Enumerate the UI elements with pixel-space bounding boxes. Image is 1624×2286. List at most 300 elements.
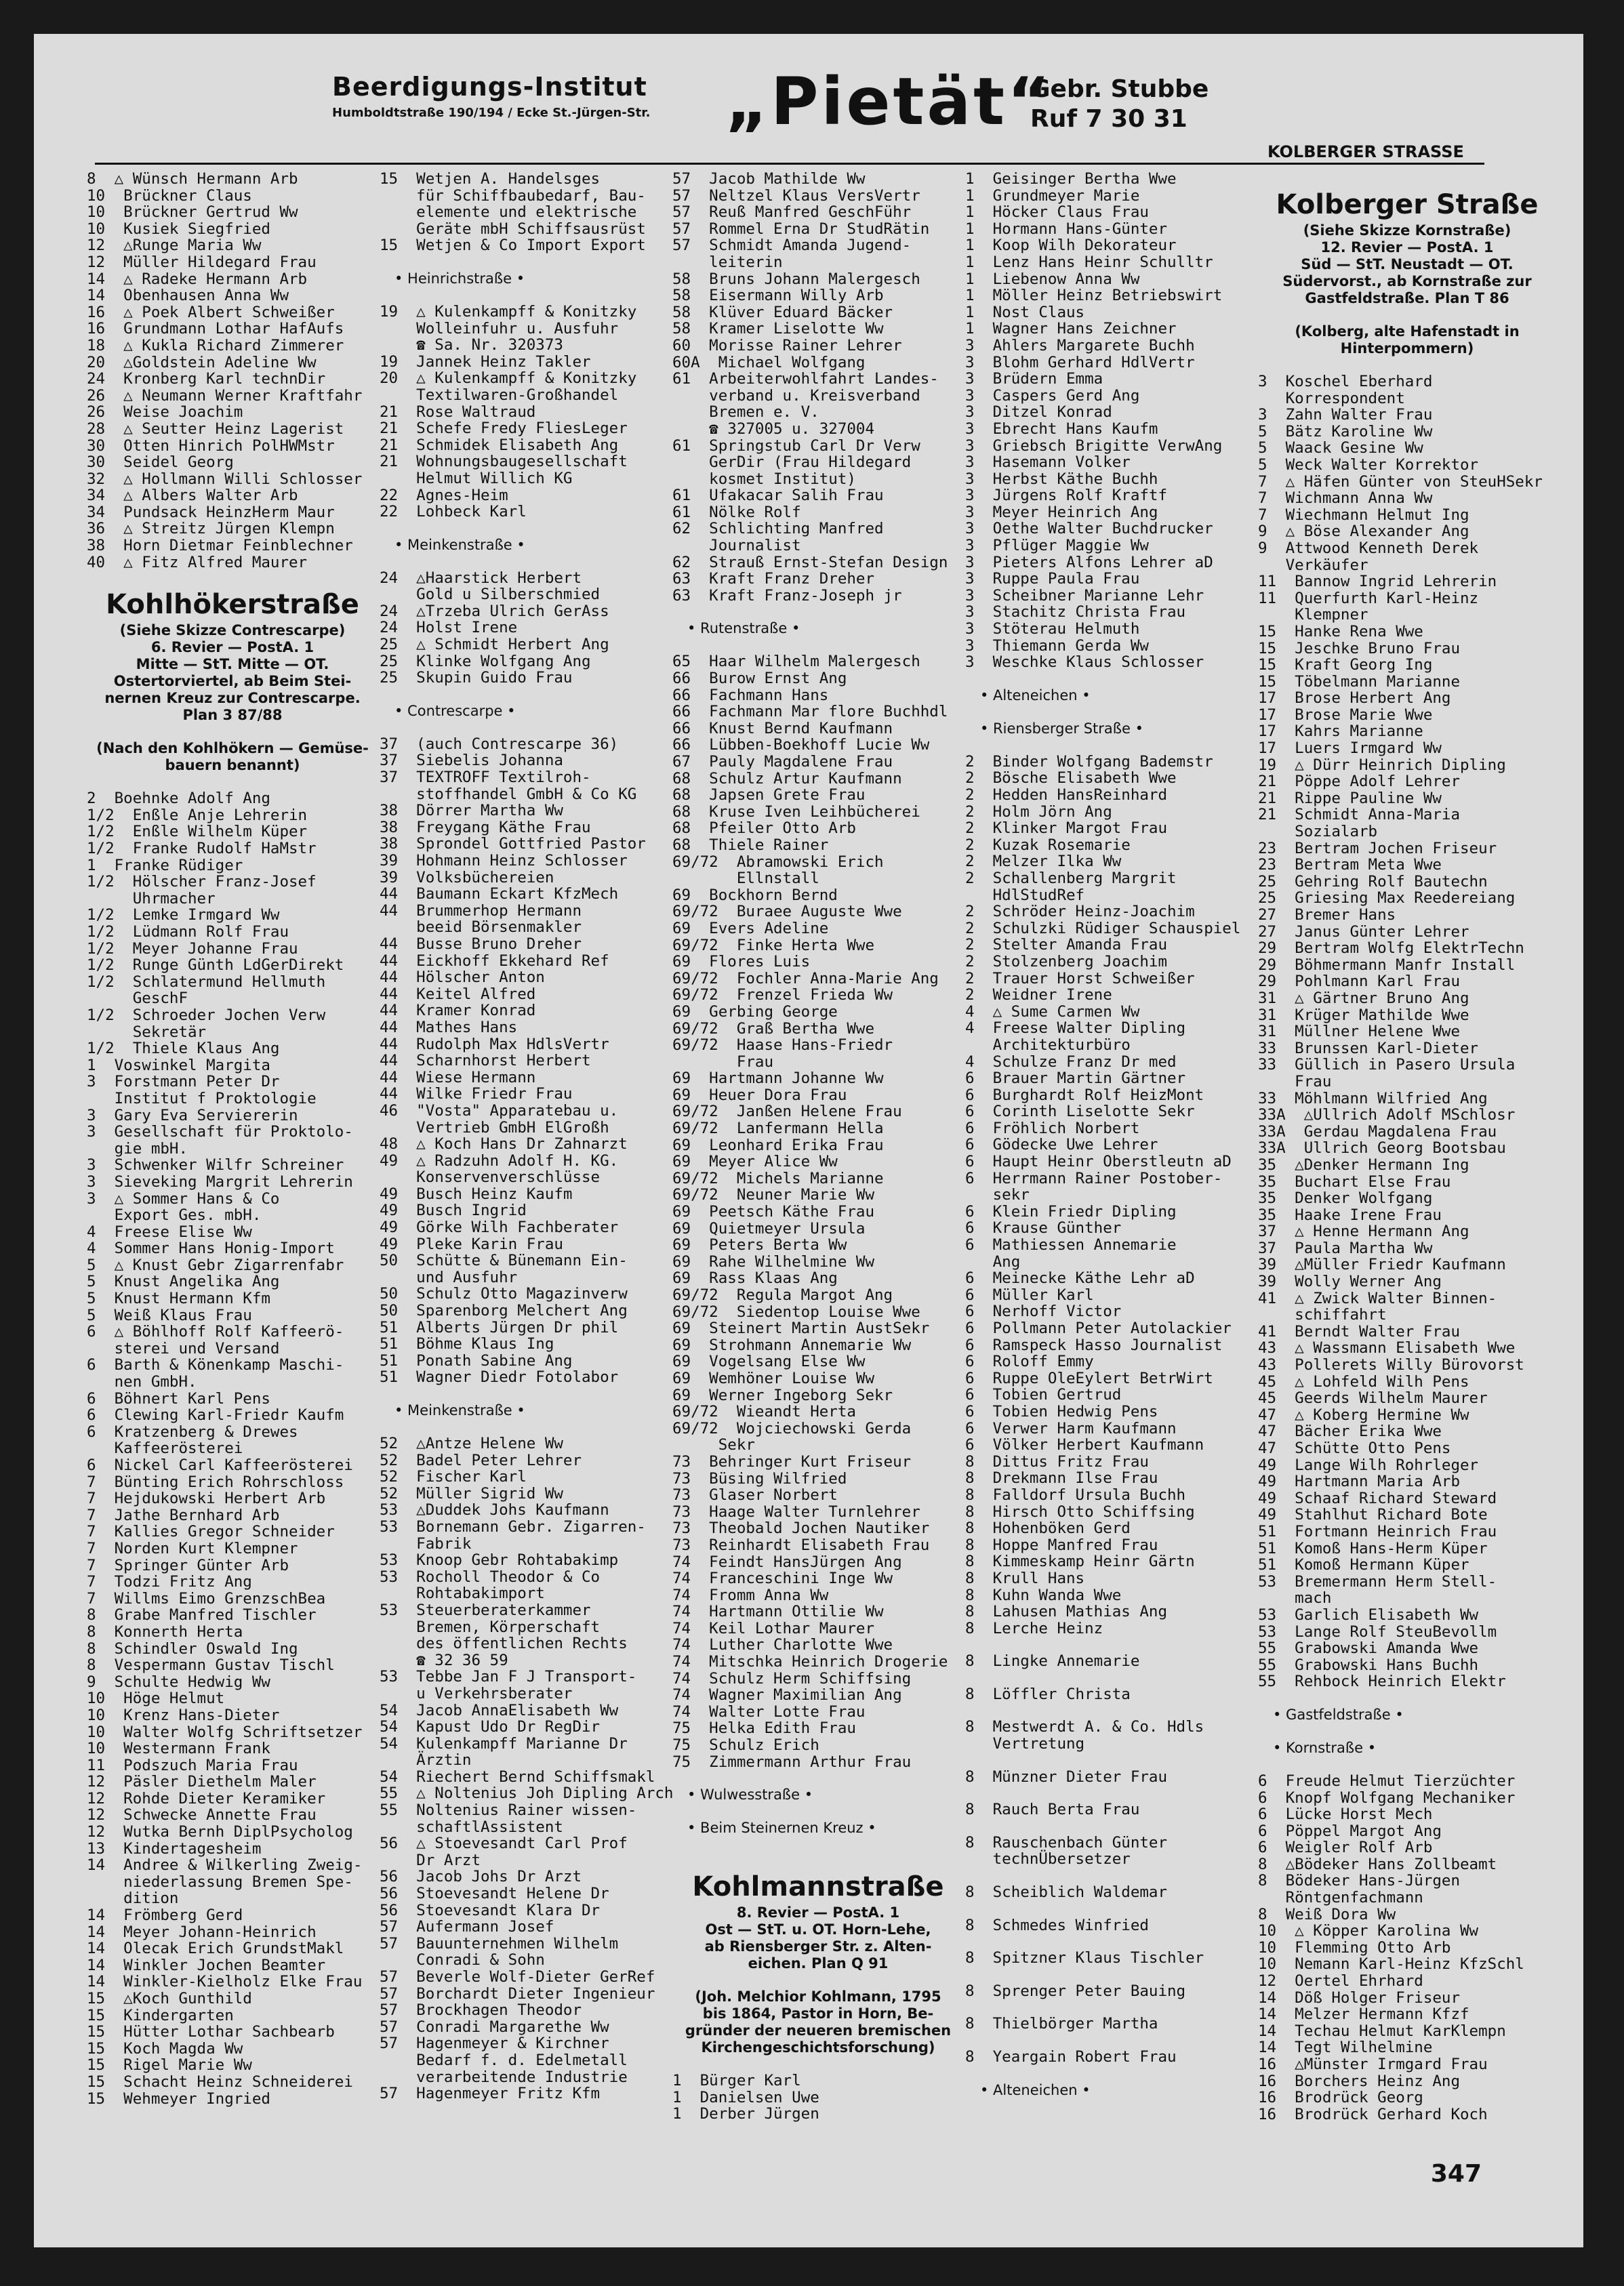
directory-entry: 69 Gerbing George (672, 1002, 838, 1021)
directory-entry: 51 Ponath Sabine Ang (380, 1351, 573, 1370)
spacer (87, 571, 378, 587)
directory-entry: 5 Knust Angelika Ang (87, 1273, 280, 1291)
directory-entry: ☎ 327005 u. 327004 (672, 420, 875, 438)
spacer (965, 1753, 1257, 1769)
directory-entry: 16 △ Poek Albert Schweißer (87, 303, 335, 321)
directory-entry: 8 △Bödeker Hans Zollbeamt (1258, 1855, 1497, 1873)
directory-entry: 19 △ Dürr Heinrich Dipling (1258, 756, 1506, 774)
street-info: 6. Revier — PostA. 1 (150, 639, 314, 656)
directory-entry: 69 Rass Klaas Ang (672, 1269, 838, 1288)
directory-entry: 23 Bertram Jochen Friseur (1258, 839, 1497, 857)
directory-entry: Geräte mbH Schiffsausrüst (380, 220, 646, 238)
street-info: nernen Kreuz zur Contrescarpe. (104, 690, 361, 707)
directory-entry: 54 Kapust Udo Dr RegDir (380, 1718, 601, 1736)
spacer (1258, 1723, 1556, 1740)
directory-entry: 9 △ Böse Alexander Ang (1258, 523, 1469, 541)
directory-entry: 37 (auch Contrescarpe 36) (380, 735, 619, 753)
directory-entry: 6 Ramspeck Hasso Journalist (965, 1336, 1223, 1354)
directory-entry: 69/72 Finke Herta Wwe (672, 936, 875, 954)
directory-entry: 5 Weiß Klaus Frau (87, 1306, 252, 1324)
cross-street: • Kornstraße • (1273, 1739, 1377, 1756)
directory-entry: 15 Hanke Rena Wwe (1258, 622, 1423, 640)
directory-entry: 15 Koch Magda Ww (87, 2039, 243, 2058)
directory-entry: 66 Lübben-Boekhoff Lucie Ww (672, 736, 930, 754)
directory-entry: 29 Bertram Wolfg ElektrTechn (1258, 939, 1524, 958)
directory-entry: 18 △ Kukla Richard Zimmerer (87, 336, 344, 354)
street-info: Südervorst., ab Kornstraße zur (1282, 273, 1532, 289)
directory-entry: 3 Pflüger Maggie Ww (965, 537, 1149, 555)
cross-street: • Meinkenstraße • (394, 1402, 525, 1418)
directory-entry: Rohtabakimport (380, 1585, 545, 1603)
directory-entry: Sekretär (87, 1023, 207, 1041)
spacer (380, 287, 671, 304)
directory-entry: Korrespondent (1258, 389, 1405, 407)
directory-entry: 6 Herrmann Rainer Postober- (965, 1169, 1223, 1187)
directory-entry: 22 Lohbeck Karl (380, 503, 527, 521)
street-info: gründer der neueren bremischen (685, 2022, 952, 2039)
directory-entry: 57 Bauunternehmen Wilhelm (380, 1934, 619, 1953)
directory-entry: 6 Knopf Wolfgang Mechaniker (1258, 1789, 1516, 1807)
directory-entry: 55 Noltenius Rainer wissen- (380, 1801, 637, 1820)
directory-entry: 33 Brunssen Karl-Dieter (1258, 1039, 1479, 1057)
directory-entry: 44 Scharnhorst Herbert (380, 1052, 591, 1070)
directory-entry: 8 Hoppe Manfred Frau (965, 1536, 1158, 1554)
directory-entry: Frau (1258, 1072, 1332, 1090)
directory-entry: 10 Höge Helmut (87, 1690, 225, 1708)
directory-entry: 1 Grundmeyer Marie (965, 186, 1140, 205)
directory-entry: verarbeitende Industrie (380, 2068, 628, 2086)
directory-entry: 44 Kramer Konrad (380, 1002, 536, 1020)
street-heading: Kohlhökerstraße (106, 589, 359, 621)
street-info: (Siehe Skizze Contrescarpe) (119, 622, 346, 639)
directory-entry: 69/72 Wieandt Herta (672, 1403, 856, 1421)
directory-entry: 44 Brummerhop Hermann (380, 901, 582, 920)
directory-entry: 6 Tobien Hedwig Pens (965, 1402, 1158, 1421)
directory-entry: 74 Fromm Anna Ww (672, 1586, 829, 1604)
directory-entry: 14 Andree & Wilkerling Zweig- (87, 1856, 363, 1875)
directory-entry: 6 Fröhlich Norbert (965, 1119, 1140, 1137)
directory-entry: 3 Brüdern Emma (965, 370, 1103, 388)
cross-street: • Meinkenstraße • (394, 536, 525, 553)
directory-entry: 69 Werner Ingeborg Sekr (672, 1386, 893, 1404)
directory-entry: 57 Hagenmeyer & Kirchner (380, 2035, 609, 2053)
directory-entry: 6 Freude Helmut Tierzüchter (1258, 1772, 1516, 1790)
directory-entry: 8 Lingke Annemarie (965, 1652, 1140, 1671)
directory-entry: des öffentlichen Rechts (380, 1635, 628, 1653)
directory-entry: 3 Griebsch Brigitte VerwAng (965, 436, 1223, 455)
directory-entry: 8 Schindler Oswald Ing (87, 1639, 298, 1658)
directory-entry: 8 Scheiblich Waldemar (965, 1883, 1168, 1902)
directory-entry: 2 Bösche Elisabeth Wwe (965, 769, 1177, 788)
directory-entry: 2 Schröder Heinz-Joachim (965, 903, 1195, 921)
directory-entry: 15 Rigel Marie Ww (87, 2056, 252, 2075)
directory-entry: 69/72 Buraee Auguste Wwe (672, 903, 902, 921)
directory-entry: 30 Otten Hinrich PolHWMstr (87, 436, 335, 455)
directory-entry: 6 Ruppe OleEylert BetrWirt (965, 1369, 1213, 1387)
cross-street: • Rutenstraße • (687, 620, 800, 637)
directory-entry: 6 Pöppel Margot Ang (1258, 1822, 1442, 1840)
directory-entry: 2 Kuzak Rosemarie (965, 836, 1131, 854)
directory-entry: 3 Gesellschaft für Proktolo- (87, 1123, 353, 1141)
directory-entry: 49 Busch Heinz Kaufm (380, 1185, 573, 1203)
spacer (380, 687, 671, 703)
directory-entry: 69/72 Regula Margot Ang (672, 1286, 893, 1304)
directory-entry: 73 Behringer Kurt Friseur (672, 1452, 912, 1471)
spacer (965, 704, 1257, 720)
directory-entry: 52 Badel Peter Lehrer (380, 1451, 582, 1469)
directory-entry: GeschF (87, 989, 188, 1008)
directory-entry: 7 Bünting Erich Rohrschloss (87, 1473, 344, 1491)
spacer (965, 1967, 1257, 1983)
directory-entry: leiterin (672, 253, 783, 271)
directory-entry: 1/2 Runge Günth LdGerDirekt (87, 956, 344, 975)
directory-entry: 6 Nerhoff Victor (965, 1303, 1122, 1321)
directory-entry: 38 Sprondel Gottfried Pastor (380, 835, 646, 853)
directory-entry: 38 Dörrer Martha Ww (380, 802, 563, 820)
directory-entry: 74 Schulz Herm Schiffsing (672, 1669, 912, 1688)
directory-entry: 14 Melzer Hermann Kfzf (1258, 2005, 1469, 2024)
spacer (672, 604, 964, 620)
directory-entry: 3 Gary Eva Serviererin (87, 1106, 298, 1124)
directory-entry: 2 Klinker Margot Frau (965, 819, 1168, 838)
spacer (965, 2066, 1257, 2082)
directory-entry: 57 Borchardt Dieter Ingenieur (380, 1984, 655, 2003)
directory-entry: 75 Zimmermann Arthur Frau (672, 1753, 912, 1771)
directory-entry: 69/72 Fochler Anna-Marie Ang (672, 969, 939, 987)
directory-entry: 69/72 Frenzel Frieda Ww (672, 986, 893, 1004)
funeral-home-title: Beerdigungs-Institut (332, 72, 647, 102)
directory-entry: ☎ 32 36 59 (380, 1651, 508, 1669)
directory-entry: 25 Skupin Guido Frau (380, 669, 573, 687)
directory-entry: 1 Danielsen Uwe (672, 2088, 819, 2106)
directory-entry: 14 Winkler-Kielholz Elke Frau (87, 1973, 363, 1991)
spacer (672, 637, 964, 653)
directory-entry: 5 Weck Walter Korrektor (1258, 455, 1479, 474)
directory-entry: ☎ Sa. Nr. 320373 (380, 336, 563, 354)
directory-entry: 31 △ Gärtner Bruno Ang (1258, 989, 1469, 1007)
directory-entry: 8 Krull Hans (965, 1569, 1085, 1587)
directory-entry: 47 △ Koberg Hermine Ww (1258, 1406, 1469, 1424)
directory-entry: und Ausfuhr (380, 1268, 518, 1286)
directory-entry: 8 Grabe Manfred Tischler (87, 1606, 317, 1625)
directory-page (34, 34, 1583, 2247)
directory-entry: 53 Lange Rolf SteuBevollm (1258, 1622, 1497, 1641)
spacer (1258, 171, 1556, 187)
street-info: (Siehe Skizze Kornstraße) (1303, 222, 1511, 239)
directory-entry: 26 Weise Joachim (87, 403, 243, 422)
directory-entry: 11 Querfurth Karl-Heinz (1258, 589, 1479, 607)
directory-entry: Vertretung (965, 1735, 1085, 1753)
directory-entry: 15 Jeschke Bruno Frau (1258, 639, 1461, 657)
directory-entry: 3 Herbst Käthe Buchh (965, 470, 1158, 488)
directory-entry: 61 Springstub Carl Dr Verw (672, 436, 920, 455)
directory-entry: 1 Voswinkel Margita (87, 1056, 270, 1074)
directory-entry: 6 Roloff Emmy (965, 1353, 1094, 1371)
directory-entry: 10 Westermann Frank (87, 1740, 270, 1758)
directory-entry: Institut f Proktologie (87, 1089, 317, 1107)
directory-entry: 15 Wetjen & Co Import Export (380, 237, 646, 255)
spacer (965, 2033, 1257, 2049)
directory-entry: 8 Rauch Berta Frau (965, 1801, 1140, 1819)
directory-entry: 6 △ Böhlhoff Rolf Kaffeerö- (87, 1323, 344, 1341)
street-info: (Nach den Kohlhökern — Gemüse- (96, 740, 369, 757)
street-info: 8. Revier — PostA. 1 (736, 1904, 900, 1921)
directory-entry: 3 Caspers Gerd Ang (965, 386, 1140, 405)
directory-entry: 5 △ Knust Gebr Zigarrenfabr (87, 1256, 344, 1274)
spacer (965, 737, 1257, 754)
directory-entry: 56 Stoevesandt Helene Dr (380, 1885, 609, 1903)
directory-entry: 4 Sommer Hans Honig-Import (87, 1240, 335, 1258)
directory-entry: 6 Nickel Carl Kaffeerösterei (87, 1456, 353, 1474)
cross-street: • Heinrichstraße • (394, 270, 525, 287)
directory-entry: 66 Knust Bernd Kaufmann (672, 719, 893, 737)
directory-entry: 54 Riechert Bernd Schiffsmakl (380, 1768, 655, 1786)
directory-entry: 3 Pieters Alfons Lehrer aD (965, 553, 1213, 571)
directory-entry: Architekturbüro (965, 1036, 1131, 1054)
directory-entry: 25 △ Schmidt Herbert Ang (380, 636, 609, 654)
directory-entry: 8 Lahusen Mathias Ang (965, 1603, 1168, 1621)
street-heading: Kohlmannstraße (692, 1871, 944, 1903)
directory-entry: 3 Ruppe Paula Frau (965, 570, 1140, 588)
directory-entry: 44 Baumann Eckart KfzMech (380, 885, 619, 903)
directory-column-5 (1258, 171, 1556, 2177)
directory-entry: 17 Brose Herbert Ang (1258, 689, 1451, 708)
directory-entry: 49 Hartmann Maria Arb (1258, 1473, 1461, 1491)
directory-entry: 14 Frömberg Gerd (87, 1906, 243, 1925)
directory-entry: 73 Theobald Jochen Nautiker (672, 1519, 930, 1538)
directory-entry: 69 Steinert Martin AustSekr (672, 1320, 930, 1338)
directory-entry: 37 TEXTROFF Textilroh- (380, 769, 591, 787)
street-info: bauern benannt) (165, 757, 300, 774)
directory-entry: 16 △Münster Irmgard Frau (1258, 2056, 1488, 2073)
directory-entry: 8 Sprenger Peter Bauing (965, 1982, 1186, 2000)
directory-entry: 69/72 Haase Hans-Friedr (672, 1036, 893, 1055)
directory-entry: 24 Kronberg Karl technDir (87, 370, 326, 388)
directory-entry: 33A Ullrich Georg Bootsbau (1258, 1139, 1506, 1158)
directory-entry: 66 Fachmann Hans (672, 686, 829, 704)
directory-entry: 55 △ Noltenius Joh Dipling Arch (380, 1784, 674, 1803)
directory-entry: HdlStudRef (965, 886, 1085, 904)
directory-entry: schiffahrt (1258, 1306, 1387, 1324)
directory-entry: gie mbH. (87, 1139, 188, 1158)
directory-entry: 3 △ Sommer Hans & Co (87, 1189, 280, 1208)
directory-entry: 57 Rommel Erna Dr StudRätin (672, 220, 930, 238)
directory-entry: 8 Dittus Fritz Frau (965, 1452, 1149, 1471)
cross-street: • Gastfeldstraße • (1273, 1706, 1404, 1723)
directory-entry: 12 Wutka Bernh DiplPsycholog (87, 1823, 353, 1841)
directory-entry: 22 Agnes-Heim (380, 486, 508, 504)
directory-entry: schaftlAssistent (380, 1818, 563, 1836)
directory-entry: 8 Weiß Dora Ww (1258, 1905, 1396, 1923)
directory-entry: 34 Pundsack HeinzHerm Maur (87, 503, 335, 521)
directory-entry: 3 Oethe Walter Buchdrucker (965, 520, 1213, 538)
directory-entry: 74 Feindt HansJürgen Ang (672, 1553, 902, 1571)
directory-entry: 7 Jathe Bernhard Arb (87, 1506, 280, 1524)
directory-entry: 8 Vespermann Gustav Tischl (87, 1656, 335, 1675)
directory-entry: 47 Bächer Erika Wwe (1258, 1423, 1442, 1441)
directory-entry: 1/2 Schlatermund Hellmuth (87, 973, 326, 991)
directory-entry: 6 Tobien Gertrud (965, 1386, 1122, 1404)
directory-entry: 1/2 Schroeder Jochen Verw (87, 1006, 326, 1024)
directory-entry: 1/2 Enßle Wilhelm Küper (87, 823, 308, 841)
directory-entry: beeid Börsenmakler (380, 918, 582, 937)
street-info: Ost — StT. u. OT. Horn-Lehe, (705, 1921, 931, 1938)
directory-entry: sterei und Versand (87, 1339, 280, 1358)
directory-entry: 58 Klüver Eduard Bäcker (672, 303, 893, 321)
directory-entry: Bremen, Körperschaft (380, 1618, 601, 1636)
directory-entry: 15 Töbelmann Marianne (1258, 672, 1461, 691)
spacer (380, 521, 671, 537)
directory-entry: 54 Kulenkampff Marianne Dr (380, 1734, 628, 1753)
directory-entry: 69/72 Wojciechowski Gerda (672, 1419, 912, 1437)
directory-entry: 8 Münzner Dieter Frau (965, 1768, 1168, 1786)
directory-entry: 45 Geerds Wilhelm Maurer (1258, 1389, 1488, 1408)
directory-entry: 55 Grabowski Hans Buchh (1258, 1656, 1479, 1674)
directory-entry: 49 Görke Wilh Fachberater (380, 1219, 619, 1237)
directory-entry: 8 Schmedes Winfried (965, 1916, 1149, 1934)
directory-entry: 14 Meyer Johann-Heinrich (87, 1923, 317, 1941)
directory-entry: 69 Strohmann Annemarie Ww (672, 1336, 912, 1354)
directory-entry: Vertrieb GmbH ElGroßh (380, 1118, 609, 1137)
directory-entry: 44 Mathes Hans (380, 1018, 518, 1036)
directory-entry: 48 △ Koch Hans Dr Zahnarzt (380, 1135, 628, 1154)
directory-entry: 27 Bremer Hans (1258, 906, 1396, 924)
directory-entry: 69 Peetsch Käthe Frau (672, 1203, 875, 1221)
directory-entry: 3 Thiemann Gerda Ww (965, 636, 1149, 655)
directory-entry: 31 Krüger Mathilde Wwe (1258, 1006, 1469, 1024)
directory-entry: 7 Todzi Fritz Ang (87, 1573, 252, 1591)
directory-entry: 33 Güllich in Pasero Ursula (1258, 1056, 1516, 1074)
directory-entry: 69 Rahe Wilhelmine Ww (672, 1252, 875, 1271)
directory-entry: 49 Lange Wilh Rohrleger (1258, 1456, 1479, 1474)
directory-entry: 12 Schwecke Annette Frau (87, 1806, 317, 1824)
directory-entry: 41 △ Zwick Walter Binnen- (1258, 1289, 1497, 1307)
directory-entry: 55 Grabowski Amanda Wwe (1258, 1639, 1479, 1658)
directory-entry: 69 Flores Luis (672, 953, 811, 971)
directory-entry: 12 Müller Hildegard Frau (87, 253, 317, 271)
spacer (672, 1770, 964, 1787)
directory-entry: 75 Schulz Erich (672, 1736, 819, 1755)
directory-entry: 1 Koop Wilh Dekorateur (965, 237, 1177, 255)
directory-entry: 60 Morisse Rainer Lehrer (672, 336, 902, 354)
directory-entry: 73 Glaser Norbert (672, 1486, 838, 1505)
directory-entry: 8 Konnerth Herta (87, 1622, 243, 1641)
directory-entry: Röntgenfachmann (1258, 1889, 1423, 1907)
directory-entry: 74 Mitschka Heinrich Drogerie (672, 1653, 948, 1671)
directory-entry: 37 Paula Martha Ww (1258, 1239, 1433, 1257)
directory-entry: 1 Derber Jürgen (672, 2105, 819, 2123)
spacer (672, 1837, 964, 1853)
directory-entry: 19 Jannek Heinz Takler (380, 352, 591, 371)
directory-entry: 8 Hirsch Otto Schiffsing (965, 1503, 1195, 1521)
directory-entry: 75 Helka Edith Frau (672, 1719, 856, 1738)
directory-entry: 38 Horn Dietmar Feinblechner (87, 537, 353, 555)
spacer (965, 1670, 1257, 1686)
spacer (965, 1901, 1257, 1917)
directory-entry: 7 Wichmann Anna Ww (1258, 489, 1433, 508)
directory-entry: 69 Vogelsang Else Ww (672, 1353, 866, 1371)
directory-entry: 25 Griesing Max Reedereiang (1258, 889, 1516, 907)
directory-entry: 69 Peters Berta Ww (672, 1236, 847, 1254)
directory-entry: Helmut Willich KG (380, 469, 573, 487)
spacer (380, 1419, 671, 1435)
directory-entry: 6 Müller Karl (965, 1286, 1094, 1304)
directory-entry: 61 Nölke Rolf (672, 503, 801, 521)
street-info: eichen. Plan Q 91 (748, 1955, 889, 1972)
directory-column-2 (380, 170, 674, 2177)
directory-entry: 8 Yeargain Robert Frau (965, 2048, 1177, 2066)
directory-entry: dition (87, 1890, 179, 1908)
directory-entry: 63 Kraft Franz Dreher (672, 570, 875, 588)
directory-entry: 23 Bertram Meta Wwe (1258, 856, 1442, 874)
directory-entry: 15 Wetjen A. Handelsges (380, 170, 601, 188)
directory-entry: 3 Hasemann Volker (965, 453, 1131, 472)
directory-entry: 39 Volksbüchereien (380, 868, 554, 886)
directory-entry: 51 Wagner Diedr Fotolabor (380, 1368, 619, 1387)
spacer (1258, 1757, 1556, 1773)
directory-entry: 74 Walter Lotte Frau (672, 1702, 866, 1721)
directory-entry: 43 △ Wassmann Elisabeth Wwe (1258, 1339, 1516, 1358)
directory-entry: 63 Kraft Franz-Joseph jr (672, 586, 902, 605)
directory-entry: 44 Keitel Alfred (380, 985, 536, 1003)
directory-entry: 57 Conradi Margarethe Ww (380, 2018, 609, 2036)
directory-entry: 16 Borchers Heinz Ang (1258, 2072, 1461, 2090)
directory-entry: 6 Burghardt Rolf HeizMont (965, 1086, 1204, 1104)
spacer (965, 1785, 1257, 1801)
funeral-home-brand: „Pietät“ (725, 64, 1053, 140)
directory-entry: 50 Schulz Otto Magazinverw (380, 1285, 628, 1303)
directory-entry: 31 Müllner Helene Wwe (1258, 1023, 1461, 1041)
directory-entry: 8 Drekmann Ilse Frau (965, 1469, 1158, 1488)
directory-entry: 38 Freygang Käthe Frau (380, 818, 591, 836)
spacer (965, 671, 1257, 687)
directory-entry: 3 Koschel Eberhard (1258, 373, 1433, 390)
directory-entry: 40 △ Fitz Alfred Maurer (87, 553, 308, 571)
spacer (965, 1702, 1257, 1719)
directory-entry: 21 Schmidek Elisabeth Ang (380, 436, 619, 454)
directory-entry: 52 △Antze Helene Ww (380, 1435, 563, 1452)
directory-entry: 8 Rauschenbach Günter (965, 1833, 1168, 1852)
spacer (87, 724, 378, 740)
page-number: 347 (1430, 2160, 1482, 2188)
directory-entry: 53 Steuerberaterkammer (380, 1601, 591, 1619)
directory-entry: 69/72 Graß Bertha Wwe (672, 1019, 875, 1038)
directory-entry: 20 △ Kulenkampff & Konitzky (380, 369, 637, 388)
directory-entry: 24 Holst Irene (380, 619, 518, 637)
directory-entry: 53 Bornemann Gebr. Zigarren- (380, 1517, 646, 1536)
directory-entry: 3 Schwenker Wilfr Schreiner (87, 1156, 344, 1175)
directory-entry: 10 Flemming Otto Arb (1258, 1938, 1451, 1957)
directory-entry: 57 Beverle Wolf-Dieter GerRef (380, 1968, 655, 1986)
directory-entry: Konservenverschlüsse (380, 1168, 601, 1187)
directory-entry: 2 Trauer Horst Schweißer (965, 969, 1195, 987)
directory-entry: 44 Eickhoff Ekkehard Ref (380, 952, 609, 970)
directory-entry: 69 Leonhard Erika Frau (672, 1136, 884, 1154)
directory-entry: 3 Sieveking Margrit Lehrerin (87, 1172, 353, 1191)
directory-entry: 8 Löffler Christa (965, 1685, 1131, 1703)
directory-entry: 51 Komoß Hans-Herm Küper (1258, 1539, 1488, 1557)
directory-entry: 54 Jacob AnnaElisabeth Ww (380, 1701, 619, 1719)
directory-entry: 68 Schulz Artur Kaufmann (672, 769, 902, 788)
directory-entry: 2 Holm Jörn Ang (965, 802, 1112, 821)
directory-entry: 24 △Haarstick Herbert (380, 569, 582, 587)
directory-entry: 12 △Runge Maria Ww (87, 237, 262, 255)
directory-entry: kosmet Institut) (672, 470, 856, 488)
directory-entry: 6 Meinecke Käthe Lehr aD (965, 1269, 1195, 1288)
directory-entry: 50 Schütte & Bünemann Ein- (380, 1252, 628, 1270)
spacer (672, 1803, 964, 1820)
directory-entry: 3 Stöterau Helmuth (965, 620, 1140, 638)
